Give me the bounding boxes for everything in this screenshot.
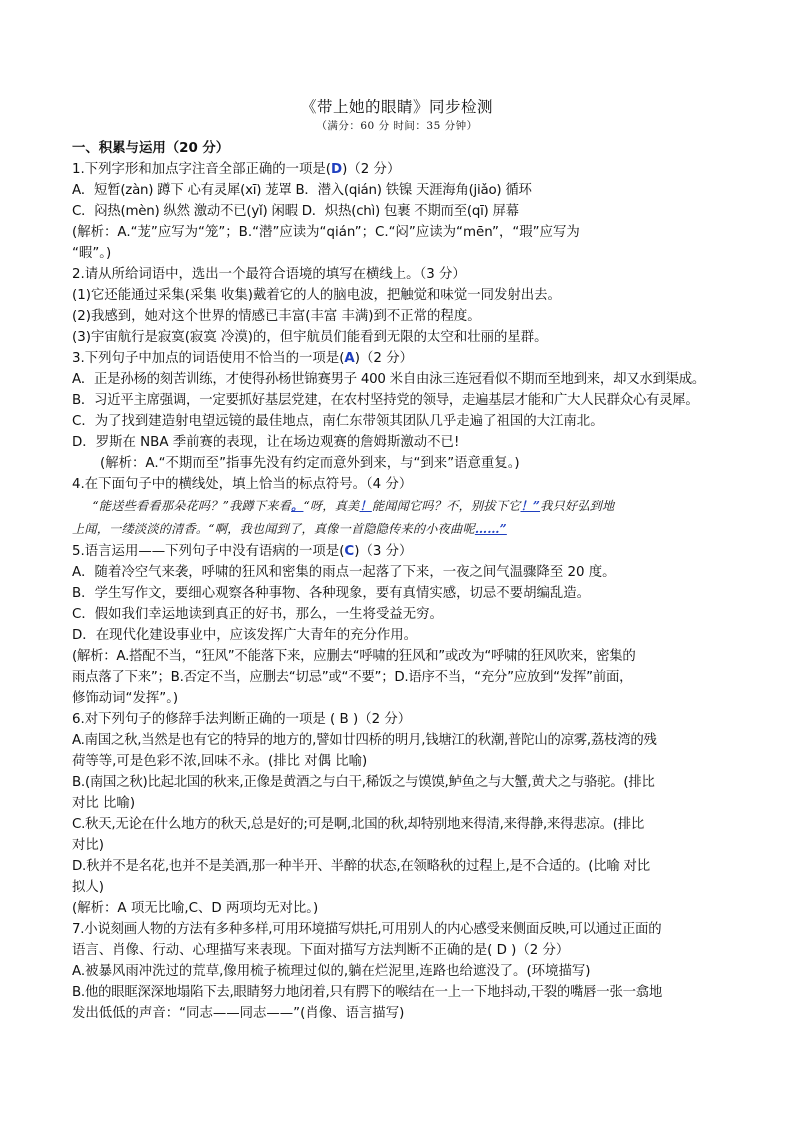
question-4-stem: 4.在下面句子中的横线处，填上恰当的标点符号。（4 分） [72,477,413,492]
question-5-option-d: D．在现代化建设事业中，应该发挥广大青年的充分作用。 [72,628,418,643]
question-3-option-b: B．习近平主席强调，一定要抓好基层党建，在农村坚持党的领导，走遍基层才能和广大人民群众心有灵犀。 [72,393,699,408]
document-page [72,96,722,1024]
question-7-option-b-cont: 发出低低的声音：“同志——同志——”(肖像、语言描写) [72,1006,405,1021]
question-6-option-b-cont: 对比 比喻) [72,796,136,811]
question-6-option-c-cont: 对比) [72,838,105,853]
question-1-options-cd: C．闷热(mèn) 纵然 激动不已(yǐ) 闲暇 D．炽热(chì) 包裹 不期而至(qī) 屏幕 [72,204,519,219]
blank-3: ！” [520,499,541,513]
question-7-stem: 7.小说刻画人物的方法有多种多样,可用环境描写烘托,可用别人的内心感受来侧面反映,可以通过正面的 [72,922,662,937]
question-3-stem: 3.下列句子中加点的词语使用不恰当的一项是(A)（2 分） [72,351,413,366]
question-5-analysis-end: 修饰动词“发挥”。) [72,691,179,706]
answer-5: C [344,544,355,559]
question-6-analysis: (解析：A 项无比喻,C、D 两项均无对比。) [72,901,319,916]
question-5-analysis-cont: 雨点落了下来”；B.否定不当，应删去“切忌”或“不要”；D.语序不当，“充分”应放到“发挥”前面， [72,670,633,685]
question-2-line-2: (2)我感到，她对这个世界的情感已丰富(丰富 丰满)到不正常的程度。 [72,309,481,324]
question-3-option-c: C．为了找到建造射电望远镜的最佳地点，南仁东带领其团队几乎走遍了祖国的大江南北。 [72,414,604,429]
blank-2: ！ [359,499,372,513]
question-5-option-b: B．学生写作文，要细心观察各种事物、各种现象，要有真情实感，切忌不要胡编乱造。 [72,586,591,601]
question-6-option-a-cont: 荷等等,可是色彩不浓,回味不永。(排比 对偶 比喻) [72,754,368,769]
answer-3: A [344,351,355,366]
question-1-analysis-cont: “暇”。) [72,246,112,261]
question-5-option-c: C．假如我们幸运地读到真正的好书，那么，一生将受益无穷。 [72,607,443,622]
question-3-analysis: (解析：A.“不期而至”指事先没有约定而意外到来，与“到来”语意重复。) [100,456,520,471]
document-subtitle: （满分：60 分 时间：35 分钟） [316,120,478,132]
document-title: 《带上她的眼睛》同步检测 [300,98,493,116]
question-6-option-d-cont: 拟人) [72,880,105,895]
question-7-option-a: A.被暴风雨冲洗过的荒草,像用梳子梳理过似的,躺在烂泥里,连路也给遮没了。(环境描写) [72,964,591,979]
question-3-option-a: A．正是孙杨的刻苦训练，才使得孙杨世锦赛男子 400 米自由泳三连冠看似不期而至地到来，却又水到渠成。 [72,372,706,387]
question-1-stem: 1.下列字形和加点字注音全部正确的一项是(D)（2 分） [72,162,401,177]
question-5-analysis: (解析：A.搭配不当，“狂风”不能落下来，应删去“呼啸的狂风和”或改为“呼啸的狂风吹来，密集的 [72,649,636,664]
question-6-option-a: A.南国之秋,当然是也有它的特异的地方的,譬如廿四桥的明月,钱塘江的秋潮,普陀山的凉雾,荔枝湾的残 [72,733,657,748]
question-6-option-c: C.秋天,无论在什么地方的秋天,总是好的;可是啊,北国的秋,却特别地来得清,来得静,来得悲凉。(排比 [72,817,645,832]
question-7-option-b: B.他的眼眶深深地塌陷下去,眼睛努力地闭着,只有腭下的喉结在一上一下地抖动,干裂的嘴唇一张一翕地 [72,985,663,1000]
question-3-option-d: D．罗斯在 NBA 季前赛的表现，让在场边观赛的詹姆斯激动不已! [72,435,460,450]
question-5-stem: 5.语言运用——下列句子中没有语病的一项是(C)（3 分） [72,544,413,559]
answer-1: D [331,162,343,177]
question-2-stem: 2.请从所给词语中，选出一个最符合语境的填写在横线上。（3 分） [72,267,466,282]
question-1-analysis: (解析：A.“茏”应写为“笼”；B.“潜”应读为“qián”；C.“闷”应读为“mēn”，“瑕”应写为 [72,225,580,240]
question-6-option-d: D.秋并不是名花,也并不是美酒,那一种半开、半醉的状态,在领略秋的过程上,是不合适的。(比喻 对比 [72,859,650,874]
question-4-passage-cont: 上闻，一缕淡淡的清香。“啊，我也闻到了，真像一首隐隐传来的小夜曲呢……” [72,522,507,536]
question-2-line-1: (1)它还能通过采集(采集 收集)戴着它的人的脑电波，把触觉和味觉一同发射出去。 [72,288,561,303]
blank-4: ……” [474,522,507,536]
section-heading: 一、积累与运用（20 分） [72,141,230,156]
question-2-line-3: (3)宇宙航行是寂寞(寂寞 冷漠)的，但宇航员们能看到无限的太空和壮丽的星群。 [72,330,548,345]
question-1-options-ab: A．短暂(zàn) 蹲下 心有灵犀(xī) 茏罩 B．潜入(qián) 铁镍 天涯海角(jiǎo) 循环 [72,183,532,198]
question-7-stem-cont: 语言、肖像、行动、心理描写来表现。下面对描写方法判断不正确的是( D )（2 分） [72,943,570,958]
question-4-passage: “能送些看看那朵花吗？”我蹲下来看。“呀，真美！能闻闻它吗？不，别拔下它！”我只好弘到地 [92,499,615,513]
question-6-stem: 6.对下列句子的修辞手法判断正确的一项是 ( B )（2 分） [72,712,412,727]
question-5-option-a: A．随着冷空气来袭，呼啸的狂风和密集的雨点一起落了下来，一夜之间气温骤降至 20 度。 [72,565,616,580]
blank-1: 。 [291,499,304,513]
question-6-option-b: B.(南国之秋)比起北国的秋来,正像是黄酒之与白干,稀饭之与馍馍,鲈鱼之与大蟹,黄犬之与骆驼。(排比 [72,775,655,790]
